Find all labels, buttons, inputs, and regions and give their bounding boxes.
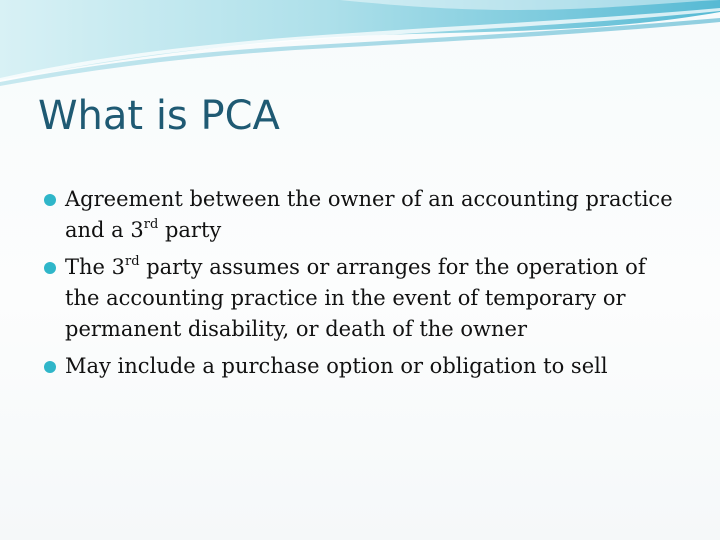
slide-title: What is PCA [38, 93, 280, 139]
bullet-list [44, 184, 684, 388]
bullet-text: The 3rd party assumes or arranges for the operation of the accounting practice in the event of temporary or permanent disability, or death of the owner [65, 254, 646, 341]
bullet-item-purchase-option [44, 351, 684, 382]
bullet-text: Agreement between the owner of an accounting practice and a 3rd party [65, 187, 673, 242]
filled-circle-bullet-icon [44, 262, 56, 274]
bullet-item-agreement [44, 184, 684, 246]
bullet-item-third-party-role [44, 252, 684, 345]
filled-circle-bullet-icon [44, 194, 56, 206]
filled-circle-bullet-icon [44, 361, 56, 373]
decorative-wave-header [0, 0, 720, 90]
bullet-text: May include a purchase option or obligation to sell [65, 354, 608, 378]
